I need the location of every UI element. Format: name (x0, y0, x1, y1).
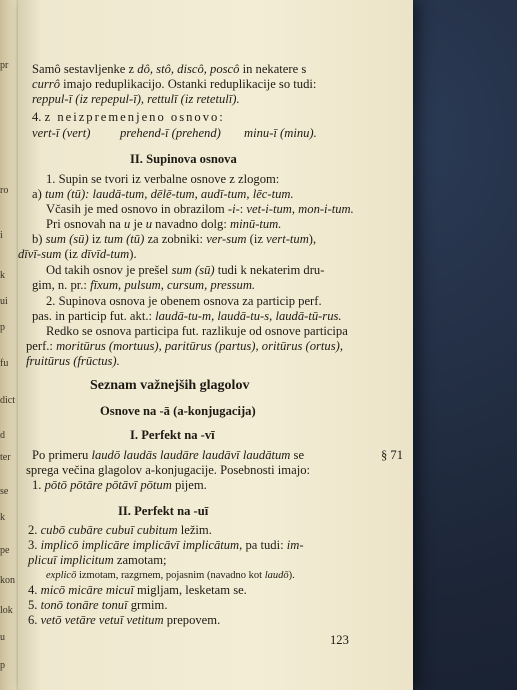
text-line: explicō izmotam, razgrnem, pojasnim (navadno kot laudō). (46, 570, 295, 581)
left-fragment: pr (0, 60, 9, 71)
list-heading: Seznam važnejših glagolov (90, 378, 250, 393)
text-line: Redko se osnova participa fut. razlikuje od osnove participa (46, 324, 348, 338)
text-line: reppul-ī (iz repepul-ī), rettulī (iz retetulī). (32, 92, 240, 106)
subheading: Osnove na -ā (a-konjugacija) (100, 404, 256, 418)
left-fragment: ui (0, 296, 8, 307)
text-line: 3. implicō implicāre implicāvī implicātum, pa tudi: im- (28, 538, 304, 552)
left-fragment: k (0, 270, 5, 281)
text-line: a) tum (tū): laudā-tum, dēlē-tum, audī-tum, lēc-tum. (32, 187, 294, 201)
text-line: 5. tonō tonāre tonuī grmim. (28, 598, 168, 612)
text-line: Včasih je med osnovo in obrazilom -i-: vet-i-tum, mon-i-tum. (46, 202, 354, 216)
text-line: gim, n. pr.: fīxum, pulsum, cursum, pressum. (32, 278, 256, 292)
page-number: 123 (330, 633, 349, 647)
text-line: fruitūrus (frūctus). (26, 354, 120, 368)
text-line: 4. micō micāre micuī migljam, lesketam se. (28, 583, 247, 597)
text-line: Po primeru laudō laudās laudāre laudāvī laudātum se (32, 448, 305, 462)
left-fragment: ter (0, 452, 11, 463)
left-fragment: ro (0, 185, 9, 196)
section-heading: II. Perfekt na -uī (118, 504, 209, 518)
section-number: § 71 (380, 448, 403, 462)
section-heading: II. Supinova osnova (130, 152, 237, 166)
left-fragment: u (0, 632, 5, 643)
text-line: 1. Supin se tvori iz verbalne osnove z zlogom: (46, 172, 280, 186)
left-fragment: p (0, 660, 5, 671)
text-line: 2. Supinova osnova je obenem osnova za particip perf. (46, 294, 322, 308)
text-line: b) sum (sū) iz tum (tū) za zobniki: ver-sum (iz vert-tum), (32, 232, 317, 246)
left-fragment: se (0, 486, 9, 497)
text-line: pas. in particip fut. akt.: laudā-tu-m, laudā-tu-s, laudā-tū-rus. (32, 309, 342, 323)
left-fragment: kon (0, 575, 15, 586)
left-fragment: lok (0, 605, 13, 616)
left-fragment: i (0, 230, 3, 241)
book-page (18, 0, 413, 690)
left-fragment: fu (0, 358, 9, 369)
text-line: 2. cubō cubāre cubuī cubitum ležim. (28, 523, 212, 537)
left-fragment: k (0, 512, 5, 523)
text-line: dīvī-sum (iz dīvīd-tum). (18, 247, 137, 261)
left-fragment: dict (0, 395, 15, 406)
text-line: 1. pōtō pōtāre pōtāvī pōtum pijem. (32, 478, 207, 492)
text-line: plicuī implicitum zamotam; (28, 553, 167, 567)
text-line: 4. z neizpremenjeno osnovo: (32, 110, 225, 124)
text-line: Od takih osnov je prešel sum (sū) tudi k nekaterim dru- (46, 263, 325, 277)
section-heading: I. Perfekt na -vī (130, 428, 215, 442)
text-line: sprega večina glagolov a-konjugacije. Posebnosti imajo: (26, 463, 310, 477)
text-line: Pri osnovah na u je u navadno dolg: minū-tum. (46, 217, 282, 231)
left-fragment: d (0, 430, 5, 441)
text-line: currô imajo reduplikacijo. Ostanki reduplikacije so tudi: (32, 77, 317, 91)
left-fragment: pe (0, 545, 10, 556)
text-line: Samô sestavljenke z dô, stô, discô, poscô in nekatere s (32, 62, 307, 76)
left-fragment: p (0, 322, 5, 333)
text-line: 6. vetō vetāre vetuī vetitum prepovem. (28, 613, 221, 627)
text-line: vert-ī (vert) prehend-ī (prehend) minu-ī (minu). (32, 126, 317, 140)
text-line: perf.: moritūrus (mortuus), paritūrus (partus), oritūrus (ortus), (26, 339, 343, 353)
